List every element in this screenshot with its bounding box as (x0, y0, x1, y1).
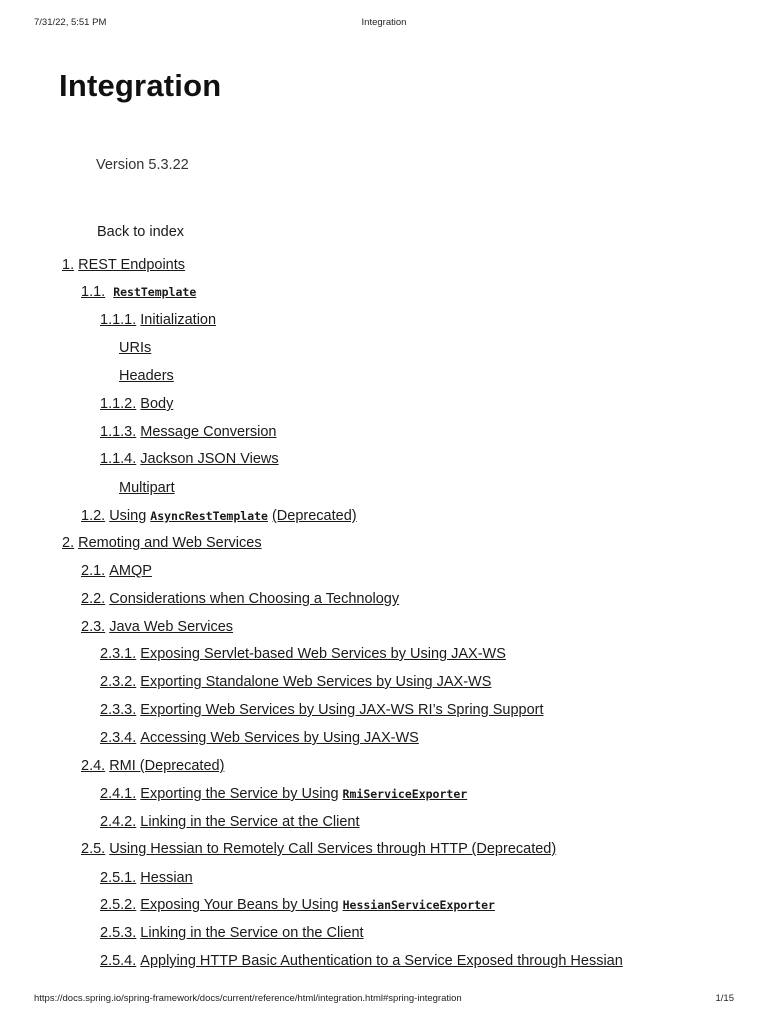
page-number: 1/15 (715, 993, 734, 1004)
toc-number: 2.3. (81, 619, 106, 635)
toc-item-1-1-2[interactable] (100, 395, 173, 413)
toc-text: Applying HTTP Basic Authentication to a Service Exposed through Hessian (140, 953, 623, 969)
toc-number: 2.5.1. (100, 870, 137, 886)
toc-text: Initialization (140, 312, 217, 328)
toc-item-2-5-2[interactable] (100, 896, 499, 914)
toc-item-2-5-1[interactable] (100, 869, 193, 887)
print-datetime: 7/31/22, 5:51 PM (34, 17, 107, 28)
toc-item-2[interactable] (62, 534, 262, 552)
toc-item-2-3[interactable] (81, 618, 233, 636)
toc-text: Accessing Web Services by Using JAX-WS (140, 730, 419, 746)
toc-item-2-4-2[interactable] (100, 813, 360, 831)
toc-text: Hessian (140, 870, 193, 886)
toc-text: AMQP (109, 563, 152, 579)
toc-text: Linking in the Service at the Client (140, 814, 360, 830)
toc-item-2-3-2[interactable] (100, 673, 491, 691)
toc-item-2-3-1[interactable] (100, 645, 506, 663)
toc-text: Jackson JSON Views (140, 451, 279, 467)
toc-text: Exposing Servlet-based Web Services by Using JAX-WS (140, 646, 506, 662)
toc-number: 1.1.1. (100, 312, 137, 328)
toc-item-multipart[interactable] (119, 479, 175, 497)
toc-number: 2.5.2. (100, 897, 137, 913)
toc-number: 2.4. (81, 758, 106, 774)
toc-text-pre: Using (109, 508, 147, 524)
toc-item-2-5[interactable] (81, 840, 556, 858)
version-label: Version 5.3.22 (96, 157, 189, 173)
toc-text: Headers (119, 368, 174, 384)
toc-item-2-3-4[interactable] (100, 729, 419, 747)
toc-number: 2.2. (81, 591, 106, 607)
toc-item-2-4-1[interactable] (100, 785, 471, 803)
toc-number: 2.3.3. (100, 702, 137, 718)
toc-text: Message Conversion (140, 424, 277, 440)
toc-number: 2. (62, 535, 75, 551)
toc-text: REST Endpoints (78, 257, 186, 273)
toc-number: 2.1. (81, 563, 106, 579)
toc-number: 2.5. (81, 841, 106, 857)
toc-number: 1.2. (81, 508, 106, 524)
back-to-index-link[interactable]: Back to index (97, 224, 185, 240)
toc-text: Linking in the Service on the Client (140, 925, 364, 941)
toc-number: 1. (62, 257, 75, 273)
toc-item-2-5-3[interactable] (100, 924, 364, 942)
toc-code: AsyncRestTemplate (150, 509, 268, 523)
toc-code: HessianServiceExporter (342, 898, 495, 912)
toc-number: 1.1.2. (100, 396, 137, 412)
toc-item-2-4[interactable] (81, 757, 224, 775)
print-header (34, 17, 734, 31)
toc-number: 2.3.2. (100, 674, 137, 690)
toc-number: 2.3.1. (100, 646, 137, 662)
print-header-title: Integration (361, 17, 407, 28)
toc-text: Remoting and Web Services (78, 535, 262, 551)
toc-item-1-1-3[interactable] (100, 423, 277, 441)
toc-item-2-5-4[interactable] (100, 952, 623, 970)
toc-number: 1.1. (81, 284, 106, 300)
toc-item-1[interactable] (62, 256, 185, 274)
toc-text: RMI (Deprecated) (109, 758, 225, 774)
page-title: Integration (59, 68, 222, 103)
toc-item-1-1-4[interactable] (100, 450, 279, 468)
toc-item-1-2[interactable] (81, 507, 357, 525)
toc-number: 2.4.1. (100, 786, 137, 802)
toc-text: Body (140, 396, 174, 412)
toc-item-uris[interactable] (119, 339, 151, 357)
toc-number: 2.4.2. (100, 814, 137, 830)
toc-item-1-1-1[interactable] (100, 311, 216, 329)
toc-number: 2.5.4. (100, 953, 137, 969)
toc-text: Exporting Standalone Web Services by Using JAX-WS (140, 674, 492, 690)
print-footer (34, 993, 734, 1007)
toc-text: URIs (119, 340, 152, 356)
toc-text: Java Web Services (109, 619, 234, 635)
toc-item-headers[interactable] (119, 367, 174, 385)
toc-text-pre: Exposing Your Beans by Using (140, 897, 339, 913)
toc-code: RmiServiceExporter (342, 787, 468, 801)
toc-code: RestTemplate (113, 285, 197, 299)
print-footer-url: https://docs.spring.io/spring-framework/docs/current/reference/html/integration.html#spring-integration (34, 993, 462, 1004)
toc-number: 2.5.3. (100, 925, 137, 941)
toc-number: 1.1.4. (100, 451, 137, 467)
toc-number: 2.3.4. (100, 730, 137, 746)
toc-text: Considerations when Choosing a Technology (109, 591, 400, 607)
toc-text: Exporting Web Services by Using JAX-WS RI’s Spring Support (140, 702, 544, 718)
toc-item-2-2[interactable] (81, 590, 399, 608)
toc-text: Multipart (119, 480, 175, 496)
toc-text-pre: Exporting the Service by Using (140, 786, 339, 802)
toc-text: Using Hessian to Remotely Call Services through HTTP (Deprecated) (109, 841, 557, 857)
toc-item-2-1[interactable] (81, 562, 152, 580)
toc-item-2-3-3[interactable] (100, 701, 544, 719)
toc-number: 1.1.3. (100, 424, 137, 440)
toc-item-1-1[interactable] (81, 283, 200, 301)
toc-text-post: (Deprecated) (271, 508, 357, 524)
